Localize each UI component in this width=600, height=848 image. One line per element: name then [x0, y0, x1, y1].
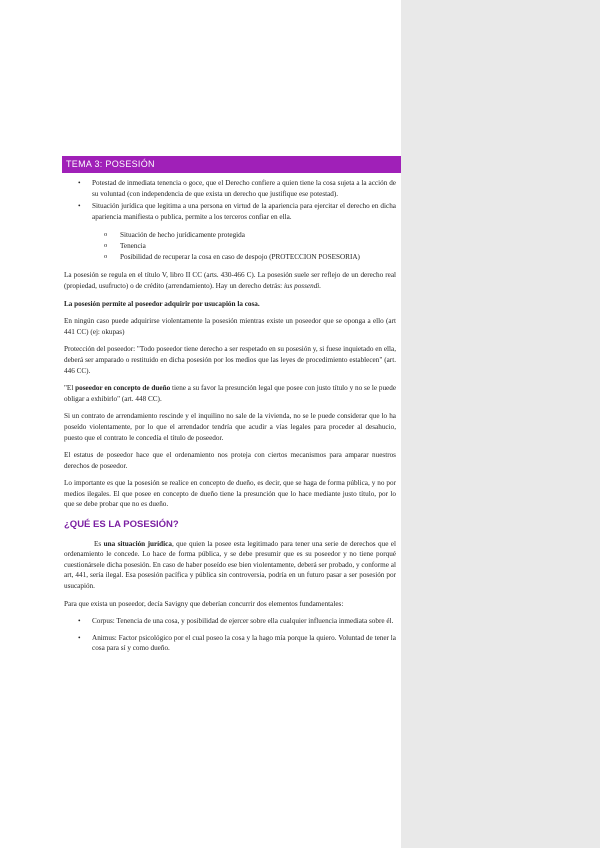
paragraph-importante: Lo importante es que la posesión se realice en concepto de dueño, es decir, que se haga de forma pública, y no por medios ilegales. El que posee en concepto de dueño tiene la presunción que lo hace mediante justo título, por lo que se debe probar que no es dueño. [64, 479, 396, 509]
list-item: o Situación de hecho jurídicamente protegida [64, 230, 396, 241]
list-item: o Posibilidad de recuperar la cosa en caso de despojo (PROTECCION POSESORIA) [64, 252, 396, 263]
paragraph-violencia: En ningún caso puede adquirirse violentamente la posesión mientras existe un poseedor que se oponga a ello (art 441 CC) (ej: okupas) [64, 317, 396, 336]
sub-item-list [64, 230, 396, 263]
list-item: • Potestad de inmediata tenencia o goce, que el Derecho confiere a quien tiene la cosa sujeta a la acción de su voluntad (con independencia de que exista un derecho que justifique ese potestad). [64, 178, 396, 199]
paragraph-concepto-dueno: "El poseedor en concepto de dueño tiene a su favor la presunción legal que posee con justo título y no se le puede obligar a exhibirlo" (art. 448 CC). [64, 384, 397, 403]
elements-list [64, 616, 396, 654]
paragraph-contrato: Si un contrato de arrendamiento rescinde y el inquilino no sale de la vivienda, no se le puede considerar que lo ha poseído violentamente, por lo que el arrendador tendría que acudir a vías legales para proceder al desahucio, puesto que el contrato le concedía el título de poseedor. [64, 412, 396, 442]
paragraph-proteccion: Protección del poseedor: "Todo poseedor tiene derecho a ser respetado en su posesión y, si fuese inquietado en ella, deberá ser amparado o restituido en dicha posesión por los medios que las leyes de procedimiento establecen" (art. 446 CC). [64, 345, 396, 375]
intro-bullet-list [64, 178, 396, 222]
usucapion-heading: La posesión permite al poseedor adquirir por usucapión la cosa. [64, 299, 260, 308]
chapter-title-bar: TEMA 3: POSESIÓN [62, 156, 401, 173]
paragraph-definicion: Es una situación jurídica, que quien la posee esta legitimado para tener una serie de derechos que el ordenamiento le concede. Lo hace de forma pública, y se debe presumir que es su poseedor y no tiene porqué cuestionársele dicha posesión. En caso de haber poseído ese bien violentamente, deberá ser probado, y conforme al art, 441, sería ilegal. Esa posesión pacífica y pública sin controversia, podría en un futuro pasar a ser posesión por usucapión. [64, 539, 396, 591]
list-item: • Situación jurídica que legitima a una persona en virtud de la apariencia para ejercitar el derecho en dicha apariencia manifiesta o publica, permite a los terceros confiar en ella. [64, 201, 396, 222]
paragraph-regulacion: La posesión se regula en el título V, libro II CC (arts. 430-466 C). La posesión suele ser reflejo de un derecho real (propiedad, usufructo) o de crédito (arrendamiento). Hay un derecho detrás: ius possendi. [64, 271, 396, 290]
list-item: • Corpus: Tenencia de una cosa, y posibilidad de ejercer sobre ella cualquier influencia inmediata sobre él. [64, 616, 396, 627]
paragraph-savigny: Para que exista un poseedor, decía Savigny que deberían concurrir dos elementos fundamentales: [64, 599, 344, 608]
list-item: • Animus: Factor psicológico por el cual poseo la cosa y la hago mía porque la quiero. Voluntad de tener la cosa para sí y como dueño. [64, 633, 396, 654]
document-body [64, 178, 396, 660]
section-heading: ¿QUÉ ES LA POSESIÓN? [64, 519, 179, 531]
list-item: o Tenencia [64, 241, 396, 252]
paragraph-estatus: El estatus de poseedor hace que el ordenamiento nos proteja con ciertos mecanismos para amparar nuestros derechos de poseedor. [64, 451, 396, 470]
comment-sidebar [401, 0, 600, 848]
